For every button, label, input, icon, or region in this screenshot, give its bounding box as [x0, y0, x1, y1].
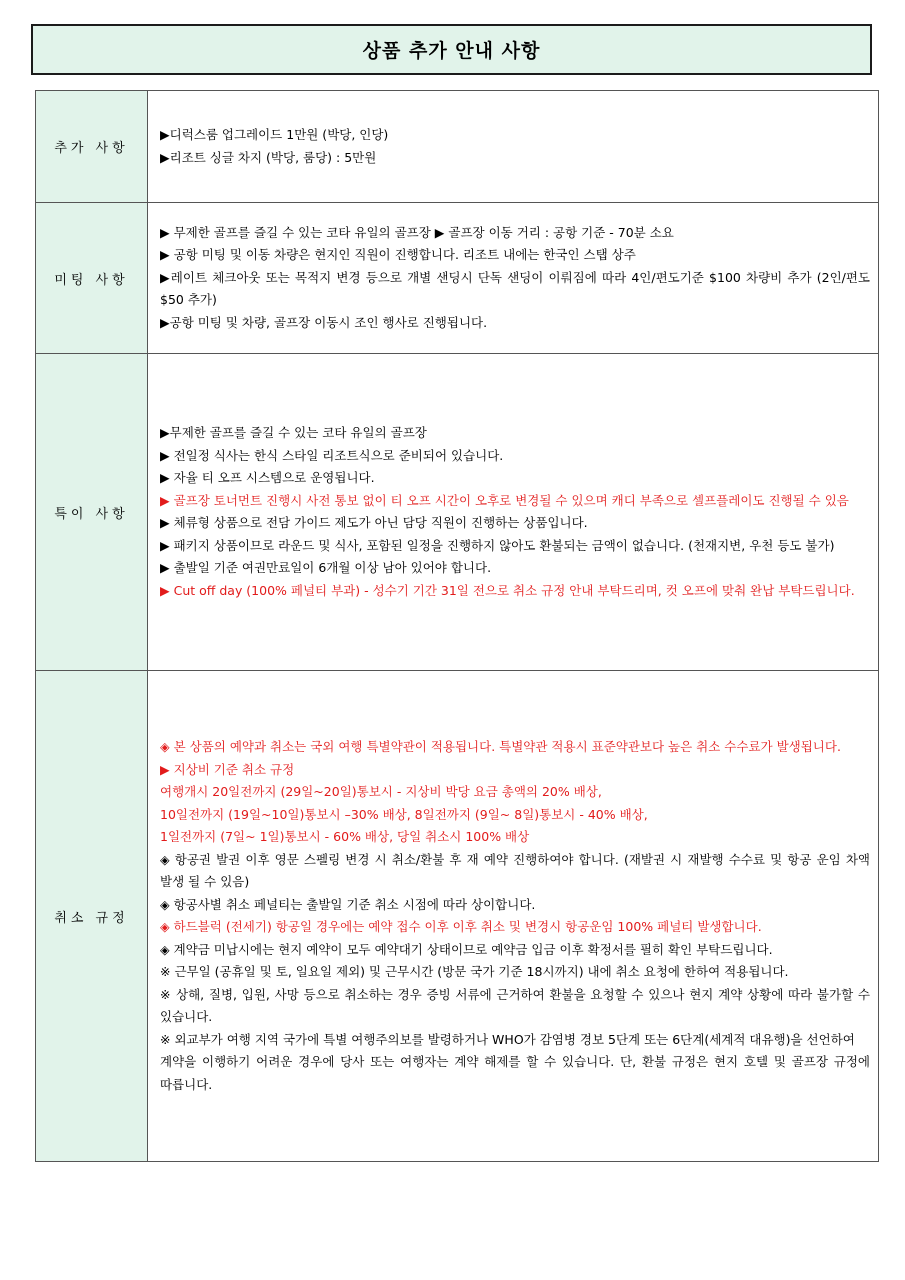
page-title: 상품 추가 안내 사항	[362, 40, 541, 62]
label-meeting: 미팅 사항	[36, 203, 148, 354]
list-item-warning: ▶ 골프장 토너먼트 진행시 사전 통보 없이 티 오프 시간이 오후로 변경될 수 있으며 캐디 부족으로 셀프플레이도 진행될 수 있음	[160, 492, 849, 508]
list-item: ◈ 계약금 미납시에는 현지 예약이 모두 예약대기 상태이므로 예약금 입금 이후 확정서를 필히 확인 부탁드립니다.	[160, 941, 773, 957]
row-extra	[36, 91, 879, 203]
list-item-warning: 1일전까지 (7일~ 1일)통보시 - 60% 배상, 당일 취소시 100% 배상	[160, 829, 530, 844]
list-item: ▶ 전일정 식사는 한식 스타일 리조트식으로 준비되어 있습니다.	[160, 447, 504, 463]
list-item-warning: 여행개시 20일전까지 (29일~20일)통보시 - 지상비 박당 요금 총액의 20% 배상,	[160, 784, 602, 799]
label-extra: 추가 사항	[36, 91, 148, 203]
list-item: ※ 상해, 질병, 입원, 사망 등으로 취소하는 경우 증빙 서류에 근거하여 환불을 요청할 수 있으나 현지 계약 상황에 따라 불가할 수 있습니다.	[160, 986, 870, 1024]
row-special	[36, 354, 879, 671]
list-item: ▶리조트 싱글 차지 (박당, 룸당) : 5만원	[160, 149, 377, 165]
page-title-box	[31, 24, 872, 75]
list-item: ▶ 공항 미팅 및 이동 차량은 현지인 직원이 진행합니다. 리조트 내에는 한국인 스탭 상주	[160, 247, 636, 263]
content-cancel	[148, 671, 879, 1162]
content-special	[148, 354, 879, 671]
list-item: ▶ 체류형 상품으로 전담 가이드 제도가 아닌 담당 직원이 진행하는 상품입니다.	[160, 515, 588, 530]
list-item-warning: ▶ 지상비 기준 취소 규정	[160, 761, 295, 777]
list-item: 계약을 이행하기 어려운 경우에 당사 또는 여행자는 계약 해제를 할 수 있습니다. 단, 환불 규정은 현지 호텔 및 골프장 규정에 따릅니다.	[160, 1054, 870, 1092]
row-meeting	[36, 203, 879, 354]
content-extra	[148, 91, 879, 203]
list-item-warning: ▶ Cut off day (100% 페널티 부과) - 성수기 기간 31일 전으로 취소 규정 안내 부탁드리며, 컷 오프에 맞춰 완납 부탁드립니다.	[160, 582, 855, 598]
list-item: ▶ 패키지 상품이므로 라운드 및 식사, 포함된 일정을 진행하지 않아도 환불되는 금액이 없습니다. (천재지변, 우천 등도 불가)	[160, 537, 835, 553]
list-item: ▶공항 미팅 및 차량, 골프장 이동시 조인 행사로 진행됩니다.	[160, 314, 488, 330]
list-item-warning: ◈ 하드블럭 (전세기) 항공일 경우에는 예약 접수 이후 이후 취소 및 변경시 항공운임 100% 페널티 발생합니다.	[160, 919, 762, 934]
list-item: ▶ 자율 티 오프 시스템으로 운영됩니다.	[160, 470, 375, 485]
list-item: ▶레이트 체크아웃 또는 목적지 변경 등으로 개별 샌딩시 단독 샌딩이 이뤄짐에 따라 4인/편도기준 $100 차량비 추가 (2인/편도 $50 추가)	[160, 269, 870, 308]
list-item: ▶무제한 골프를 즐길 수 있는 코타 유일의 골프장	[160, 425, 427, 440]
row-cancel	[36, 671, 879, 1162]
list-item: ▶ 출발일 기준 여권만료일이 6개월 이상 남아 있어야 합니다.	[160, 560, 492, 575]
list-item: ▶디럭스룸 업그레이드 1만원 (박당, 인당)	[160, 127, 389, 142]
list-item-warning: ◈ 본 상품의 예약과 취소는 국외 여행 특별약관이 적용됩니다. 특별약관 적용시 표준약관보다 높은 취소 수수료가 발생됩니다.	[160, 739, 841, 754]
content-meeting	[148, 203, 879, 354]
label-special: 특이 사항	[36, 354, 148, 671]
list-item: ▶ 무제한 골프를 즐길 수 있는 코타 유일의 골프장 ▶ 골프장 이동 거리 : 공항 기준 - 70분 소요	[160, 224, 674, 240]
label-cancel: 취소 규정	[36, 671, 148, 1162]
list-item: ◈ 항공권 발권 이후 영문 스펠링 변경 시 취소/환불 후 재 예약 진행하여야 합니다. (재발권 시 재발행 수수료 및 항공 운임 차액 발생 될 수 있음)	[160, 851, 870, 889]
list-item: ※ 외교부가 여행 지역 국가에 특별 여행주의보를 발령하거나 WHO가 감염병 경보 5단계 또는 6단계(세계적 대유행)을 선언하여	[160, 1031, 855, 1047]
list-item: ◈ 항공사별 취소 페널티는 출발일 기준 취소 시점에 따라 상이합니다.	[160, 896, 536, 912]
list-item: ※ 근무일 (공휴일 및 토, 일요일 제외) 및 근무시간 (방문 국가 기준 18시까지) 내에 취소 요청에 한하여 적용됩니다.	[160, 964, 789, 979]
list-item-warning: 10일전까지 (19일~10일)통보시 –30% 배상, 8일전까지 (9일~ 8일)통보시 - 40% 배상,	[160, 806, 648, 822]
info-table	[35, 90, 879, 1162]
